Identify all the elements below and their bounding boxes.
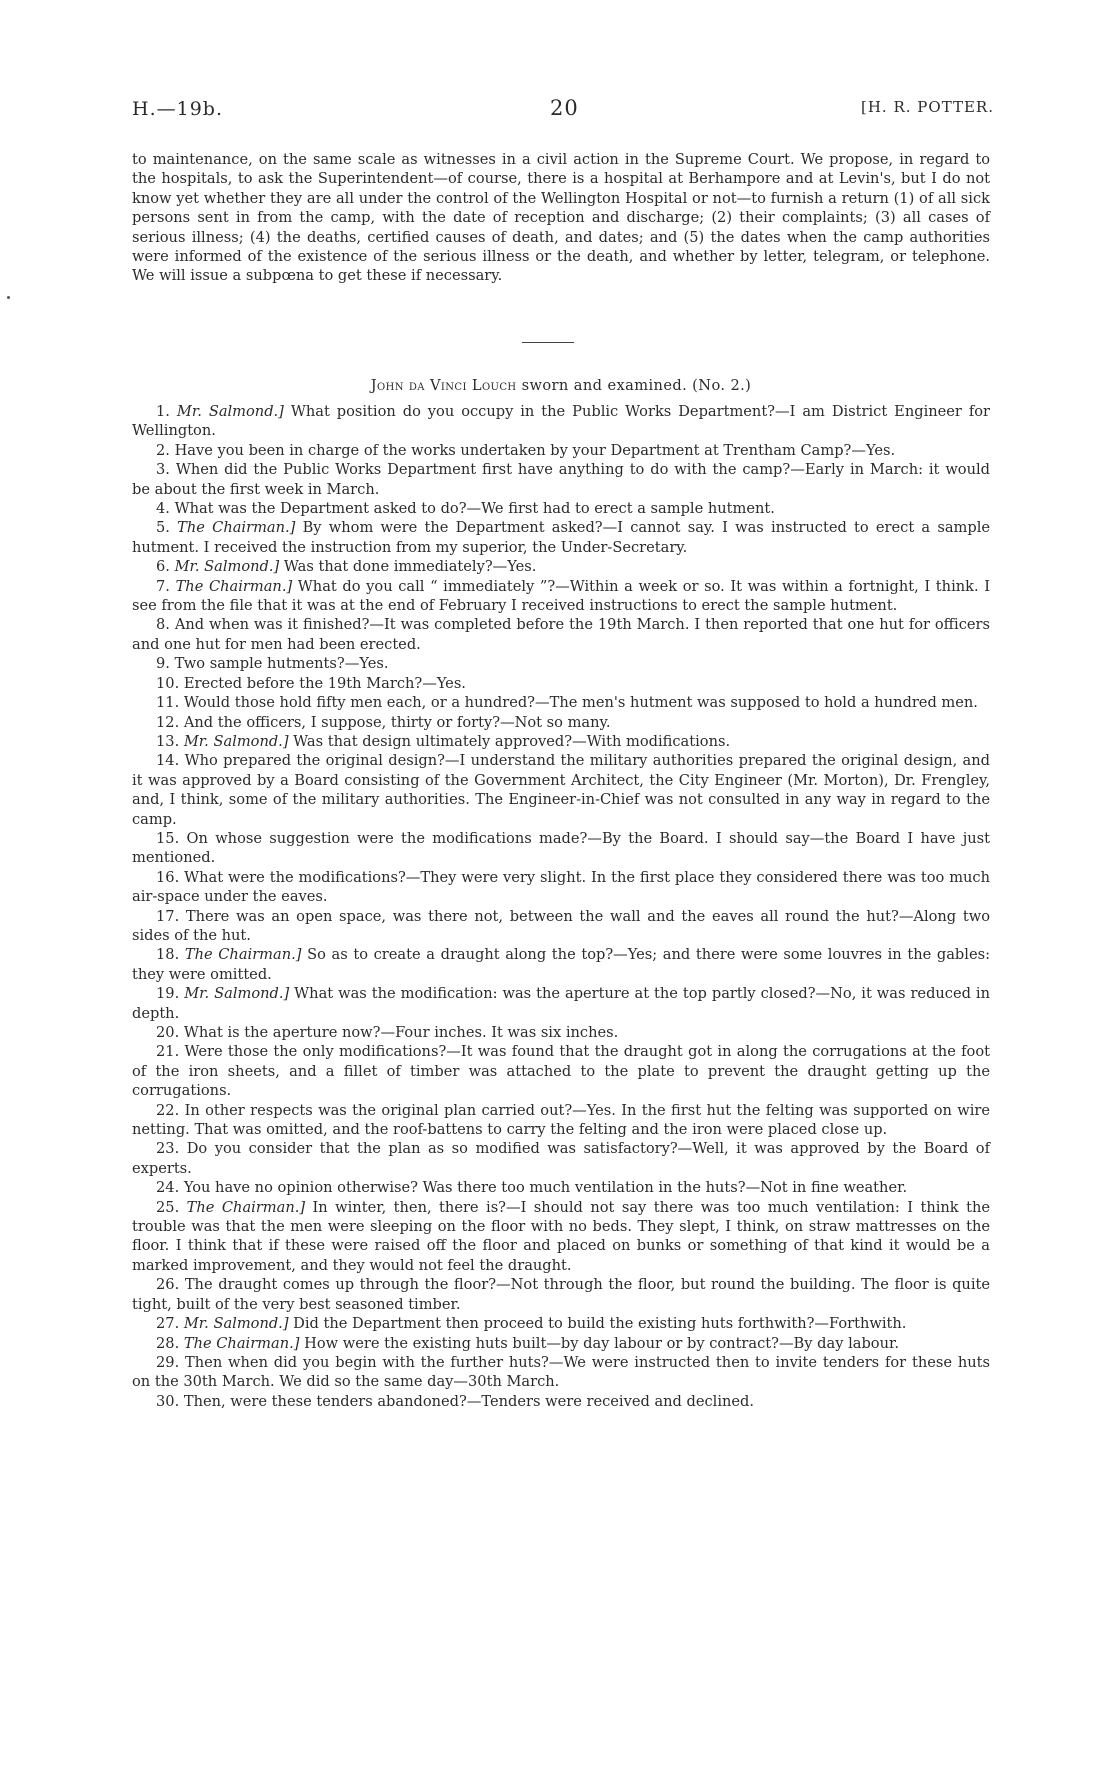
question-number: 13. [156, 732, 180, 750]
question-number: 1. [156, 403, 170, 420]
intro-paragraph: to maintenance, on the same scale as witnesses in a civil action in the Supreme Court. We propose, in regard to the hospitals, to ask the Superintendent—of course, there is a hospital at Berhampore and at Levin's, but I do not know yet whether they are all under the control of the Wellington Hospital or not—to furnish a return (1) of all sick persons sent in from the camp, with the date of reception and discharge; (2) their complaints; (3) all cases of serious illness; (4) the deaths, certified causes of death, and dates; and (5) the dates when the camp authorities were informed of the existence of the serious illness or the death, and whether by letter, telegram, or telephone. We will issue a subpœna to get these if necessary. [132, 151, 990, 285]
question-number: 28. [156, 1334, 180, 1352]
qa-text: Would those hold fifty men each, or a hundred?—The men's hutment was supposed to hold a hundred men. [183, 694, 978, 712]
qa-text: What were the modifications?—They were very slight. In the first place they considered there was too much air-space under the eaves. [132, 868, 991, 906]
question-number: 5. [156, 519, 170, 537]
page-header [132, 98, 994, 126]
question-number: 6. [156, 558, 170, 576]
qa-paragraph [132, 441, 990, 460]
qa-text: How were the existing huts built—by day labour or by contract?—By day labour. [299, 1334, 900, 1352]
question-number: 3. [156, 461, 170, 479]
question-number: 26. [156, 1276, 180, 1294]
question-number: 30. [156, 1392, 180, 1410]
qa-paragraph [132, 713, 990, 732]
speaker-label: Mr. Salmond.] [174, 558, 280, 576]
qa-paragraph [132, 518, 990, 557]
qa-paragraph [132, 402, 990, 441]
qa-text: In winter, then, there is?—I should not say there was too much ventilation: I think the trouble was that the men were sleeping on the floor with no beds. They slept, I think, on straw mattresses on the floor. I think that if these were raised off the floor and placed on bunks or something of that kind it would be a marked improvement, and they would not feel the draught. [132, 1198, 990, 1274]
question-number: 24. [156, 1179, 180, 1197]
question-number: 18. [156, 946, 180, 964]
qa-paragraph [132, 674, 990, 693]
qa-text: Do you consider that the plan as so modified was satisfactory?—Well, it was approved by the Board of experts. [132, 1140, 990, 1177]
qa-paragraph [132, 1198, 990, 1276]
question-number: 8. [156, 616, 170, 634]
qa-text: By whom were the Department asked?—I cannot say. I was instructed to erect a sample hutment. I received the instruction from my superior, the Under-Secretary. [132, 519, 991, 556]
qa-text: Was that done immediately?—Yes. [279, 558, 537, 576]
question-number: 25. [156, 1198, 180, 1216]
qa-text: The draught comes up through the floor?—Not through the floor, but round the building. The floor is quite tight, built of the very best seasoned timber. [132, 1276, 991, 1313]
qa-paragraph [132, 654, 990, 673]
qa-paragraph [132, 1042, 990, 1100]
speaker-label: Mr. Salmond.] [183, 1315, 289, 1333]
question-number: 20. [156, 1024, 180, 1041]
page-number: 20 [550, 96, 579, 120]
examination-body [132, 402, 990, 1411]
qa-paragraph [132, 1392, 990, 1411]
qa-text: Were those the only modifications?—It was found that the draught got in along the corrugations at the foot of the iron sheets, and a fillet of timber was attached to the plate to prevent the draught getting up the corrugations. [132, 1043, 990, 1100]
qa-text: Was that design ultimately approved?—With modifications. [288, 732, 731, 750]
qa-paragraph [132, 557, 990, 576]
question-number: 7. [156, 577, 170, 595]
question-number: 4. [156, 500, 170, 518]
qa-paragraph [132, 829, 990, 868]
question-number: 12. [156, 713, 180, 731]
question-number: 19. [156, 985, 180, 1003]
witness-heading-name: John da Vinci Louch [370, 377, 517, 394]
qa-text: What position do you occupy in the Public Works Department?—I am District Engineer for Wellington. [132, 403, 991, 440]
speaker-label: The Chairman.] [177, 519, 296, 537]
qa-paragraph [132, 577, 990, 616]
qa-text: What is the aperture now?—Four inches. It was six inches. [183, 1024, 619, 1041]
question-number: 16. [156, 868, 180, 886]
qa-paragraph [132, 1101, 990, 1140]
qa-paragraph [132, 1334, 990, 1353]
qa-text: So as to create a draught along the top?—Yes; and there were some louvres in the gables: they were omitted. [132, 946, 990, 983]
qa-text: And the officers, I suppose, thirty or forty?—Not so many. [183, 713, 611, 731]
qa-text: There was an open space, was there not, between the wall and the eaves all round the hut?—Along two sides of the hut. [132, 907, 990, 944]
witness-name: [H. R. POTTER. [861, 98, 994, 116]
question-number: 29. [156, 1353, 180, 1371]
qa-text: Who prepared the original design?—I understand the military authorities prepared the original design, and it was approved by a Board consisting of the Government Architect, the City Engineer (Mr. Morton), Dr. Frengley, and, I think, some of the military authorities. The Engineer-in-Chief was not consulted in any way in regard to the camp. [132, 752, 990, 828]
question-number: 21. [156, 1043, 180, 1061]
qa-text: What was the modification: was the aperture at the top partly closed?—No, it was reduced in depth. [132, 985, 990, 1022]
speaker-label: Mr. Salmond.] [176, 403, 284, 420]
speaker-label: The Chairman.] [186, 1198, 306, 1216]
qa-text: Have you been in charge of the works undertaken by your Department at Trentham Camp?—Yes. [174, 441, 896, 459]
witness-heading [132, 377, 990, 394]
qa-text: What was the Department asked to do?—We first had to erect a sample hutment. [174, 500, 775, 518]
qa-text: When did the Public Works Department first have anything to do with the camp?—Early in March: it would be about the first week in March. [132, 461, 990, 498]
qa-paragraph [132, 1275, 990, 1314]
question-number: 15. [156, 829, 180, 847]
qa-text: You have no opinion otherwise? Was there too much ventilation in the huts?—Not in fine weather. [183, 1179, 908, 1197]
qa-text: Then, were these tenders abandoned?—Tenders were received and declined. [183, 1392, 755, 1410]
qa-paragraph [132, 984, 990, 1023]
qa-text: Erected before the 19th March?—Yes. [183, 674, 466, 692]
speaker-label: The Chairman.] [183, 1334, 300, 1352]
question-number: 17. [156, 907, 180, 925]
qa-paragraph [132, 868, 990, 907]
qa-paragraph [132, 945, 990, 984]
qa-text: Two sample hutments?—Yes. [174, 655, 389, 673]
question-number: 23. [156, 1140, 180, 1158]
qa-paragraph [132, 615, 990, 654]
qa-text: What do you call “ immediately ”?—Within a week or so. It was within a fortnight, I think. I see from the file that it was at the end of February I received instructions to erect the sample hutment. [132, 577, 991, 615]
qa-paragraph [132, 1353, 990, 1392]
paper-reference: H.—19b. [132, 98, 223, 120]
qa-text: On whose suggestion were the modifications made?—By the Board. I should say—the Board I have just mentioned. [132, 829, 991, 867]
qa-paragraph [132, 751, 990, 829]
speaker-label: The Chairman.] [175, 577, 293, 595]
qa-text: Did the Department then proceed to build the existing huts forthwith?—Forthwith. [288, 1315, 907, 1333]
question-number: 2. [156, 441, 170, 459]
qa-paragraph [132, 1178, 990, 1197]
qa-paragraph [132, 499, 990, 518]
question-number: 14. [156, 752, 180, 770]
qa-paragraph [132, 693, 990, 712]
qa-paragraph [132, 1023, 990, 1042]
qa-text: And when was it finished?—It was completed before the 19th March. I then reported that one hut for officers and one hut for men had been erected. [132, 616, 990, 653]
section-divider [522, 342, 574, 343]
question-number: 11. [156, 694, 180, 712]
witness-heading-rest: sworn and examined. (No. 2.) [516, 377, 752, 394]
qa-paragraph [132, 732, 990, 751]
margin-speck [7, 296, 10, 299]
speaker-label: The Chairman.] [184, 946, 302, 964]
qa-paragraph [132, 1314, 990, 1333]
qa-paragraph [132, 907, 990, 946]
speaker-label: Mr. Salmond.] [183, 732, 289, 750]
speaker-label: Mr. Salmond.] [184, 985, 290, 1003]
qa-paragraph [132, 460, 990, 499]
question-number: 27. [156, 1315, 180, 1333]
question-number: 22. [156, 1101, 180, 1119]
qa-text: Then when did you begin with the further huts?—We were instructed then to invite tenders for these huts on the 30th March. We did so the same day—30th March. [132, 1353, 990, 1391]
question-number: 10. [156, 674, 180, 692]
question-number: 9. [156, 655, 170, 673]
qa-text: In other respects was the original plan carried out?—Yes. In the first hut the felting was supported on wire netting. That was omitted, and the roof-battens to carry the felting and the iron were placed close up. [132, 1101, 991, 1139]
qa-paragraph [132, 1139, 990, 1178]
